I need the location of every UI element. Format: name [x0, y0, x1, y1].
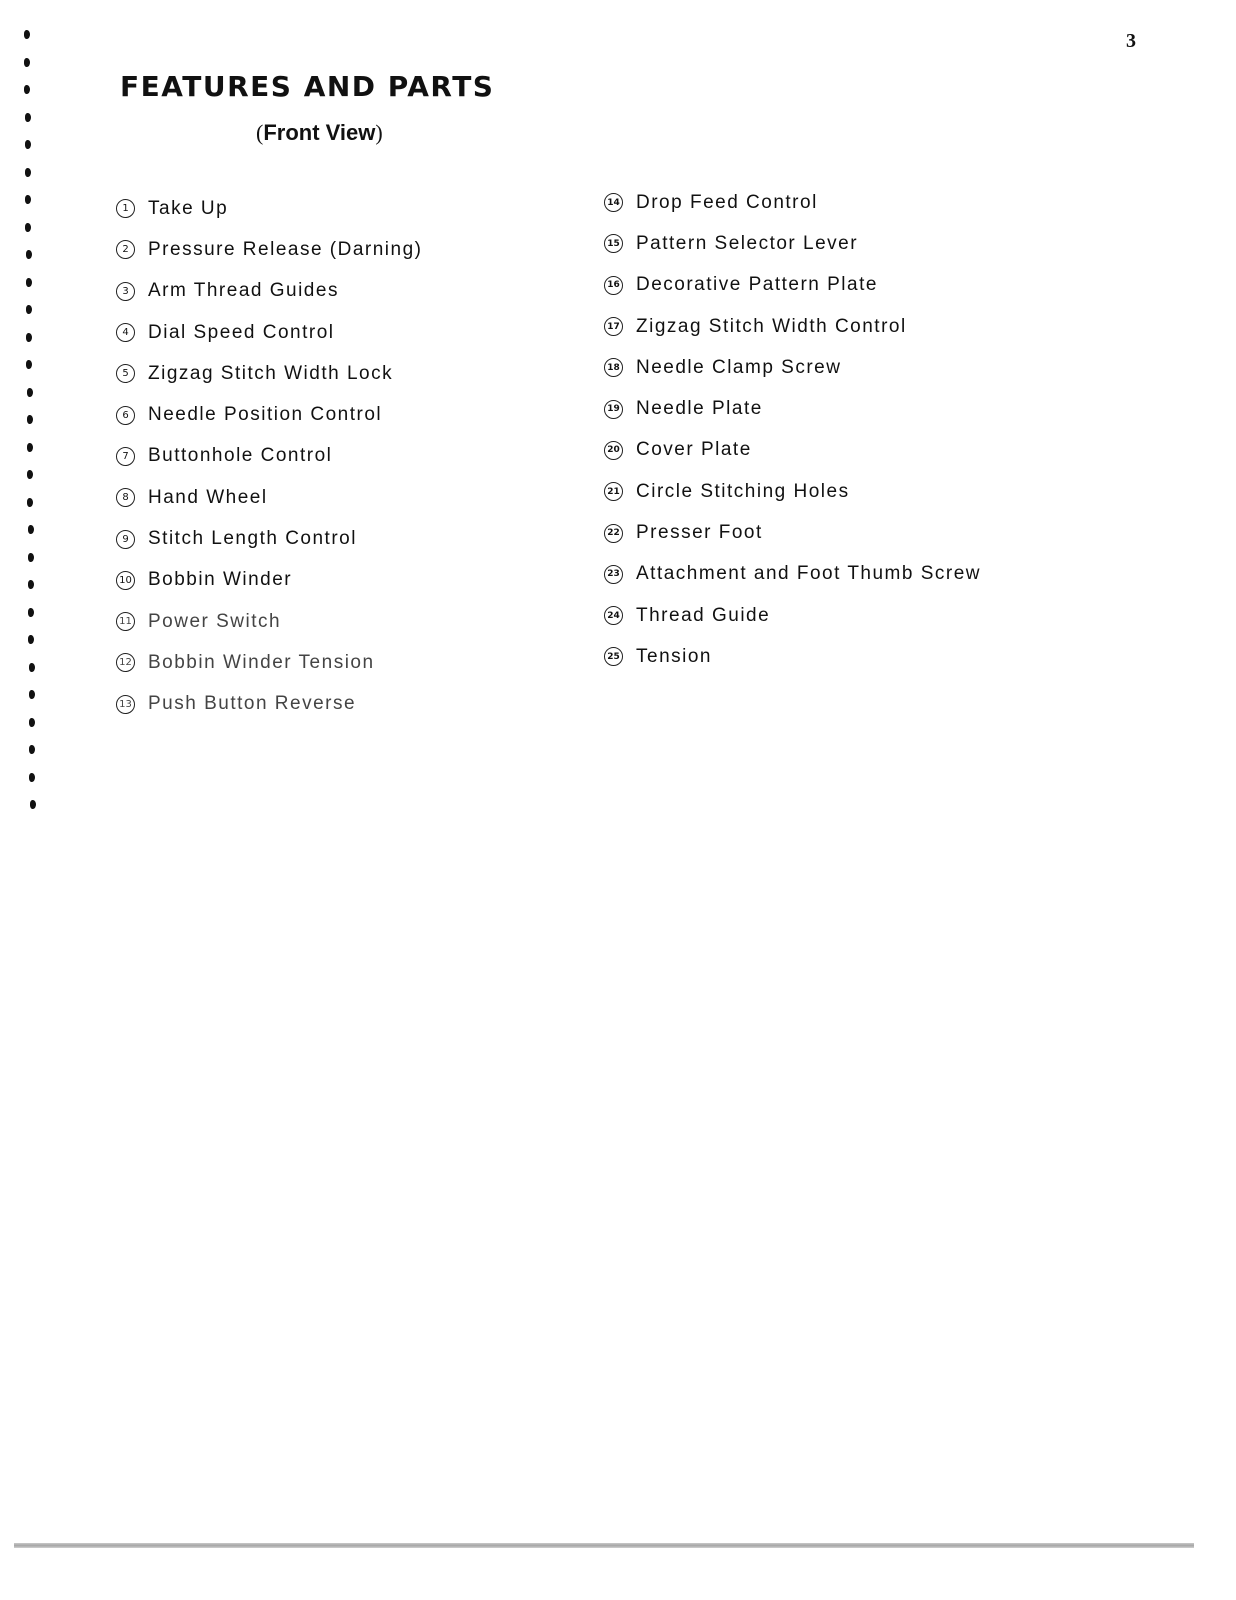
part-item: [116, 271, 423, 312]
part-number-badge: 12: [116, 653, 135, 672]
binding-hole: [26, 250, 32, 259]
part-item: [116, 560, 423, 601]
binding-hole: [29, 663, 35, 672]
part-item: [116, 518, 423, 559]
binding-hole: [25, 168, 31, 177]
binding-hole: [28, 580, 34, 589]
binding-hole: [26, 278, 32, 287]
part-label: Dial Speed Control: [148, 321, 335, 343]
part-number-badge: 16: [604, 276, 623, 295]
binding-hole: [27, 443, 33, 452]
part-item: [116, 188, 423, 229]
part-number-badge: 6: [116, 406, 135, 425]
binding-hole: [29, 718, 35, 727]
part-item: [116, 684, 423, 725]
part-item: [116, 353, 423, 394]
part-label: Hand Wheel: [148, 486, 268, 508]
part-item: [604, 388, 981, 429]
bottom-scan-edge: [14, 1543, 1194, 1548]
part-label: Needle Clamp Screw: [636, 356, 842, 378]
binding-hole: [26, 305, 32, 314]
part-number-badge: 24: [604, 606, 623, 625]
part-number-badge: 11: [116, 612, 135, 631]
part-item: [604, 554, 981, 595]
part-number-badge: 1: [116, 199, 135, 218]
part-item: [604, 347, 981, 388]
part-number-badge: 21: [604, 482, 623, 501]
binding-hole: [27, 415, 33, 424]
part-label: Bobbin Winder: [148, 569, 293, 591]
binding-hole: [29, 773, 35, 782]
binding-hole: [27, 470, 33, 479]
binding-hole: [25, 140, 31, 149]
part-number-badge: 18: [604, 358, 623, 377]
part-label: Push Button Reverse: [148, 693, 357, 715]
part-item: [116, 312, 423, 353]
page-subtitle: [256, 120, 383, 146]
binding-hole: [28, 553, 34, 562]
binding-hole: [29, 745, 35, 754]
part-item: [604, 471, 981, 512]
part-label: Tension: [636, 645, 712, 667]
part-label: Zigzag Stitch Width Control: [636, 315, 907, 337]
part-label: Arm Thread Guides: [148, 280, 339, 302]
binding-hole: [26, 333, 32, 342]
binding-hole: [25, 195, 31, 204]
part-label: Zigzag Stitch Width Lock: [148, 362, 394, 384]
part-item: [604, 182, 981, 223]
binding-hole: [27, 388, 33, 397]
binding-hole: [30, 800, 36, 809]
binding-hole: [29, 690, 35, 699]
part-label: Pattern Selector Lever: [636, 232, 859, 254]
part-item: [116, 642, 423, 683]
parts-list-left: [116, 188, 423, 725]
parts-list-right: [604, 182, 981, 678]
subtitle-text: Front View: [263, 120, 376, 145]
part-label: Presser Foot: [636, 522, 763, 544]
subtitle-open-paren: (: [256, 120, 264, 145]
part-label: Drop Feed Control: [636, 191, 818, 213]
part-label: Cover Plate: [636, 439, 752, 461]
part-number-badge: 25: [604, 647, 623, 666]
part-item: [116, 229, 423, 270]
part-item: [116, 394, 423, 435]
part-label: Decorative Pattern Plate: [636, 274, 878, 296]
part-number-badge: 23: [604, 565, 623, 584]
part-item: [604, 636, 981, 677]
binding-hole: [28, 608, 34, 617]
binding-hole: [24, 58, 30, 67]
part-number-badge: 20: [604, 441, 623, 460]
binding-hole: [28, 525, 34, 534]
binding-hole: [24, 85, 30, 94]
binding-hole: [25, 223, 31, 232]
part-label: Stitch Length Control: [148, 528, 357, 550]
part-number-badge: 2: [116, 240, 135, 259]
part-item: [116, 436, 423, 477]
part-label: Pressure Release (Darning): [148, 238, 423, 260]
part-number-badge: 22: [604, 524, 623, 543]
page-number: 3: [1126, 30, 1136, 52]
part-number-badge: 7: [116, 447, 135, 466]
part-number-badge: 14: [604, 193, 623, 212]
part-item: [604, 430, 981, 471]
binding-hole: [25, 113, 31, 122]
part-number-badge: 4: [116, 323, 135, 342]
part-item: [604, 223, 981, 264]
part-number-badge: 9: [116, 530, 135, 549]
binding-hole: [24, 30, 30, 39]
part-number-badge: 3: [116, 282, 135, 301]
part-item: [604, 595, 981, 636]
part-number-badge: 15: [604, 234, 623, 253]
part-number-badge: 5: [116, 364, 135, 383]
part-number-badge: 13: [116, 695, 135, 714]
subtitle-close-paren: ): [375, 120, 383, 145]
part-label: Buttonhole Control: [148, 445, 333, 467]
part-label: Take Up: [148, 197, 229, 219]
page-title: FEATURES AND PARTS: [120, 70, 495, 103]
part-item: [116, 601, 423, 642]
binding-hole: [28, 635, 34, 644]
part-label: Needle Plate: [636, 398, 763, 420]
part-item: [604, 512, 981, 553]
part-number-badge: 10: [116, 571, 135, 590]
part-number-badge: 17: [604, 317, 623, 336]
part-item: [604, 306, 981, 347]
part-label: Thread Guide: [636, 604, 771, 626]
part-label: Power Switch: [148, 610, 282, 632]
part-label: Bobbin Winder Tension: [148, 651, 375, 673]
part-label: Needle Position Control: [148, 404, 383, 426]
part-label: Circle Stitching Holes: [636, 480, 850, 502]
part-number-badge: 19: [604, 400, 623, 419]
part-label: Attachment and Foot Thumb Screw: [636, 563, 982, 585]
part-item: [116, 477, 423, 518]
binding-hole: [27, 498, 33, 507]
part-item: [604, 265, 981, 306]
part-number-badge: 8: [116, 488, 135, 507]
binding-hole: [26, 360, 32, 369]
